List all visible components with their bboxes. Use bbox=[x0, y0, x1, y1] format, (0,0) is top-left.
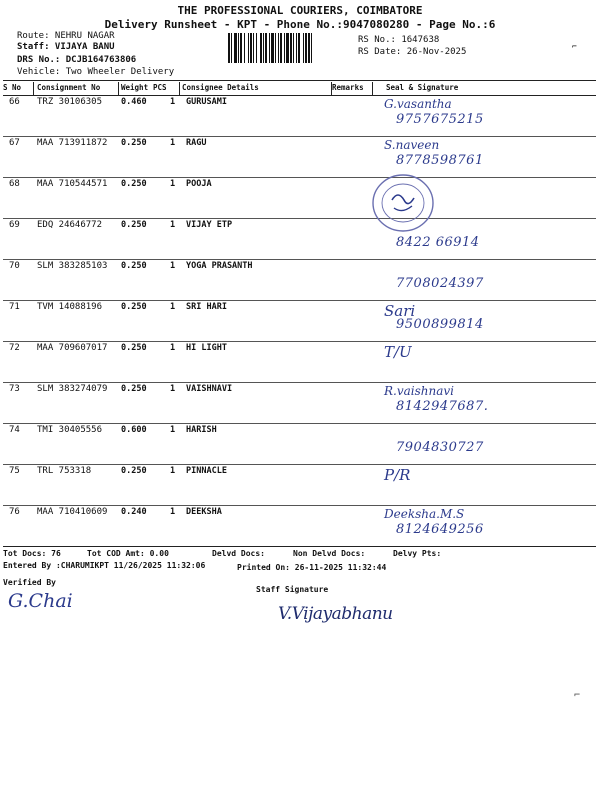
row-consignee: POOJA bbox=[186, 179, 212, 189]
row-weight: 0.250 bbox=[121, 220, 147, 230]
row-sno: 72 bbox=[9, 343, 20, 353]
row-consignment-no: SLM 383285103 bbox=[37, 261, 108, 271]
margin-mark: ⌐ bbox=[574, 690, 581, 701]
row-sno: 75 bbox=[9, 466, 20, 476]
row-signature-name: Sari bbox=[384, 302, 416, 320]
row-consignee: DEEKSHA bbox=[186, 507, 222, 517]
row-weight: 0.240 bbox=[121, 507, 147, 517]
row-consignment-no: TMI 30405556 bbox=[37, 425, 103, 435]
corner-mark-top: ⌐ bbox=[572, 42, 577, 51]
row-consignment-no: SLM 383274079 bbox=[37, 384, 108, 394]
row-weight: 0.250 bbox=[121, 343, 147, 353]
row-sno: 70 bbox=[9, 261, 20, 271]
row-weight: 0.460 bbox=[121, 97, 147, 107]
verified-signature: G.Chai bbox=[8, 590, 73, 612]
row-pcs: 1 bbox=[170, 220, 176, 230]
row-signature-phone: 8142947687. bbox=[396, 399, 489, 414]
row-pcs: 1 bbox=[170, 425, 176, 435]
row-weight: 0.250 bbox=[121, 384, 147, 394]
row-signature-phone: 8778598761 bbox=[396, 153, 484, 168]
col-header-seal: Seal & Signature bbox=[386, 83, 459, 92]
row-sno: 66 bbox=[9, 97, 20, 107]
row-consignment-no: MAA 710410609 bbox=[37, 507, 108, 517]
row-sno: 69 bbox=[9, 220, 20, 230]
total-docs: Tot Docs: 76 bbox=[3, 549, 61, 558]
row-divider bbox=[3, 136, 596, 137]
row-consignee: YOGA PRASANTH bbox=[186, 261, 253, 271]
row-pcs: 1 bbox=[170, 179, 176, 189]
col-header-remarks: Remarks bbox=[332, 83, 364, 92]
row-consignee: HI LIGHT bbox=[186, 343, 227, 353]
barcode bbox=[228, 33, 356, 63]
row-divider bbox=[3, 423, 596, 424]
row-weight: 0.250 bbox=[121, 466, 147, 476]
col-header-consignment: Consignment No bbox=[37, 83, 101, 92]
col-header-sno: S No bbox=[3, 83, 22, 92]
route-label: Route: NEHRU NAGAR bbox=[17, 31, 115, 41]
row-weight: 0.250 bbox=[121, 138, 147, 148]
header-bottom-rule bbox=[3, 95, 596, 96]
row-pcs: 1 bbox=[170, 507, 176, 517]
row-consignee: GURUSAMI bbox=[186, 97, 227, 107]
vehicle-label: Vehicle: Two Wheeler Delivery bbox=[17, 67, 175, 77]
barcode-bar bbox=[312, 33, 314, 63]
row-divider bbox=[3, 259, 596, 260]
row-pcs: 1 bbox=[170, 384, 176, 394]
row-pcs: 1 bbox=[170, 343, 176, 353]
row-divider bbox=[3, 382, 596, 383]
printed-on: Printed On: 26-11-2025 11:32:44 bbox=[237, 563, 387, 572]
row-pcs: 1 bbox=[170, 138, 176, 148]
row-divider bbox=[3, 341, 596, 342]
delivered-docs: Delvd Docs: bbox=[212, 549, 265, 558]
row-signature-name: Deeksha.M.S bbox=[384, 507, 465, 521]
row-signature-name: R.vaishnavi bbox=[384, 384, 455, 398]
row-consignee: RAGU bbox=[186, 138, 207, 148]
row-consignee: VIJAY ETP bbox=[186, 220, 233, 230]
row-signature-name: P/R bbox=[384, 466, 411, 484]
rs-date: RS Date: 26-Nov-2025 bbox=[358, 47, 467, 57]
row-signature-phone: 7904830727 bbox=[396, 440, 484, 455]
row-signature-phone: 7708024397 bbox=[396, 276, 484, 291]
row-weight: 0.250 bbox=[121, 179, 147, 189]
row-consignment-no: EDQ 24646772 bbox=[37, 220, 103, 230]
delivery-stamp bbox=[368, 170, 438, 236]
row-signature-name: S.naveen bbox=[384, 138, 440, 152]
row-sno: 73 bbox=[9, 384, 20, 394]
col-divider bbox=[179, 82, 180, 95]
row-consignee: PINNACLE bbox=[186, 466, 227, 476]
col-header-pcs: PCS bbox=[153, 83, 167, 92]
row-consignment-no: MAA 710544571 bbox=[37, 179, 108, 189]
runsheet-subtitle: Delivery Runsheet - KPT - Phone No.:9047080280 - Page No.:6 bbox=[104, 18, 496, 31]
row-signature-phone: 8422 66914 bbox=[396, 235, 480, 250]
row-divider bbox=[3, 218, 596, 219]
col-divider bbox=[33, 82, 34, 95]
staff-signature-label: Staff Signature bbox=[256, 585, 329, 594]
row-consignee: HARISH bbox=[186, 425, 217, 435]
header-top-rule bbox=[3, 80, 596, 81]
total-cod-amount: Tot COD Amt: 0.00 bbox=[87, 549, 169, 558]
row-divider bbox=[3, 300, 596, 301]
row-sno: 68 bbox=[9, 179, 20, 189]
row-consignee: SRI HARI bbox=[186, 302, 227, 312]
col-divider bbox=[118, 82, 119, 95]
rs-number: RS No.: 1647638 bbox=[358, 35, 440, 45]
staff-signature: V.Vijayabhanu bbox=[278, 604, 393, 624]
row-consignment-no: TRL 753318 bbox=[37, 466, 92, 476]
row-signature-name: G.vasantha bbox=[384, 97, 452, 111]
verified-by-label: Verified By bbox=[3, 578, 56, 587]
entered-by: Entered By :CHARUMIKPT 11/26/2025 11:32:06 bbox=[3, 561, 206, 570]
row-signature-phone: 9500899814 bbox=[396, 317, 484, 332]
row-pcs: 1 bbox=[170, 302, 176, 312]
row-weight: 0.600 bbox=[121, 425, 147, 435]
row-consignment-no: MAA 713911872 bbox=[37, 138, 108, 148]
delivery-points: Delvy Pts: bbox=[393, 549, 442, 558]
non-delivered-docs: Non Delvd Docs: bbox=[293, 549, 366, 558]
row-weight: 0.250 bbox=[121, 302, 147, 312]
row-sno: 74 bbox=[9, 425, 20, 435]
drs-number: DRS No.: DCJB164763806 bbox=[17, 55, 137, 65]
col-divider bbox=[372, 82, 373, 95]
row-pcs: 1 bbox=[170, 466, 176, 476]
row-consignment-no: MAA 709607017 bbox=[37, 343, 108, 353]
row-pcs: 1 bbox=[170, 97, 176, 107]
row-pcs: 1 bbox=[170, 261, 176, 271]
staff-label: Staff: VIJAYA BANU bbox=[17, 42, 115, 52]
footer-rule bbox=[3, 546, 596, 547]
row-sno: 71 bbox=[9, 302, 20, 312]
row-signature-phone: 8124649256 bbox=[396, 522, 484, 537]
row-sno: 67 bbox=[9, 138, 20, 148]
row-signature-phone: 9757675215 bbox=[396, 112, 484, 127]
row-consignment-no: TRZ 30106305 bbox=[37, 97, 103, 107]
row-signature-name: T/U bbox=[384, 343, 412, 361]
row-divider bbox=[3, 505, 596, 506]
row-divider bbox=[3, 464, 596, 465]
row-sno: 76 bbox=[9, 507, 20, 517]
company-title: THE PROFESSIONAL COURIERS, COIMBATORE bbox=[177, 4, 423, 17]
row-consignment-no: TVM 14088196 bbox=[37, 302, 103, 312]
row-consignee: VAISHNAVI bbox=[186, 384, 233, 394]
col-header-consignee: Consignee Details bbox=[182, 83, 259, 92]
row-weight: 0.250 bbox=[121, 261, 147, 271]
row-divider bbox=[3, 177, 596, 178]
col-header-weight: Weight bbox=[121, 83, 149, 92]
